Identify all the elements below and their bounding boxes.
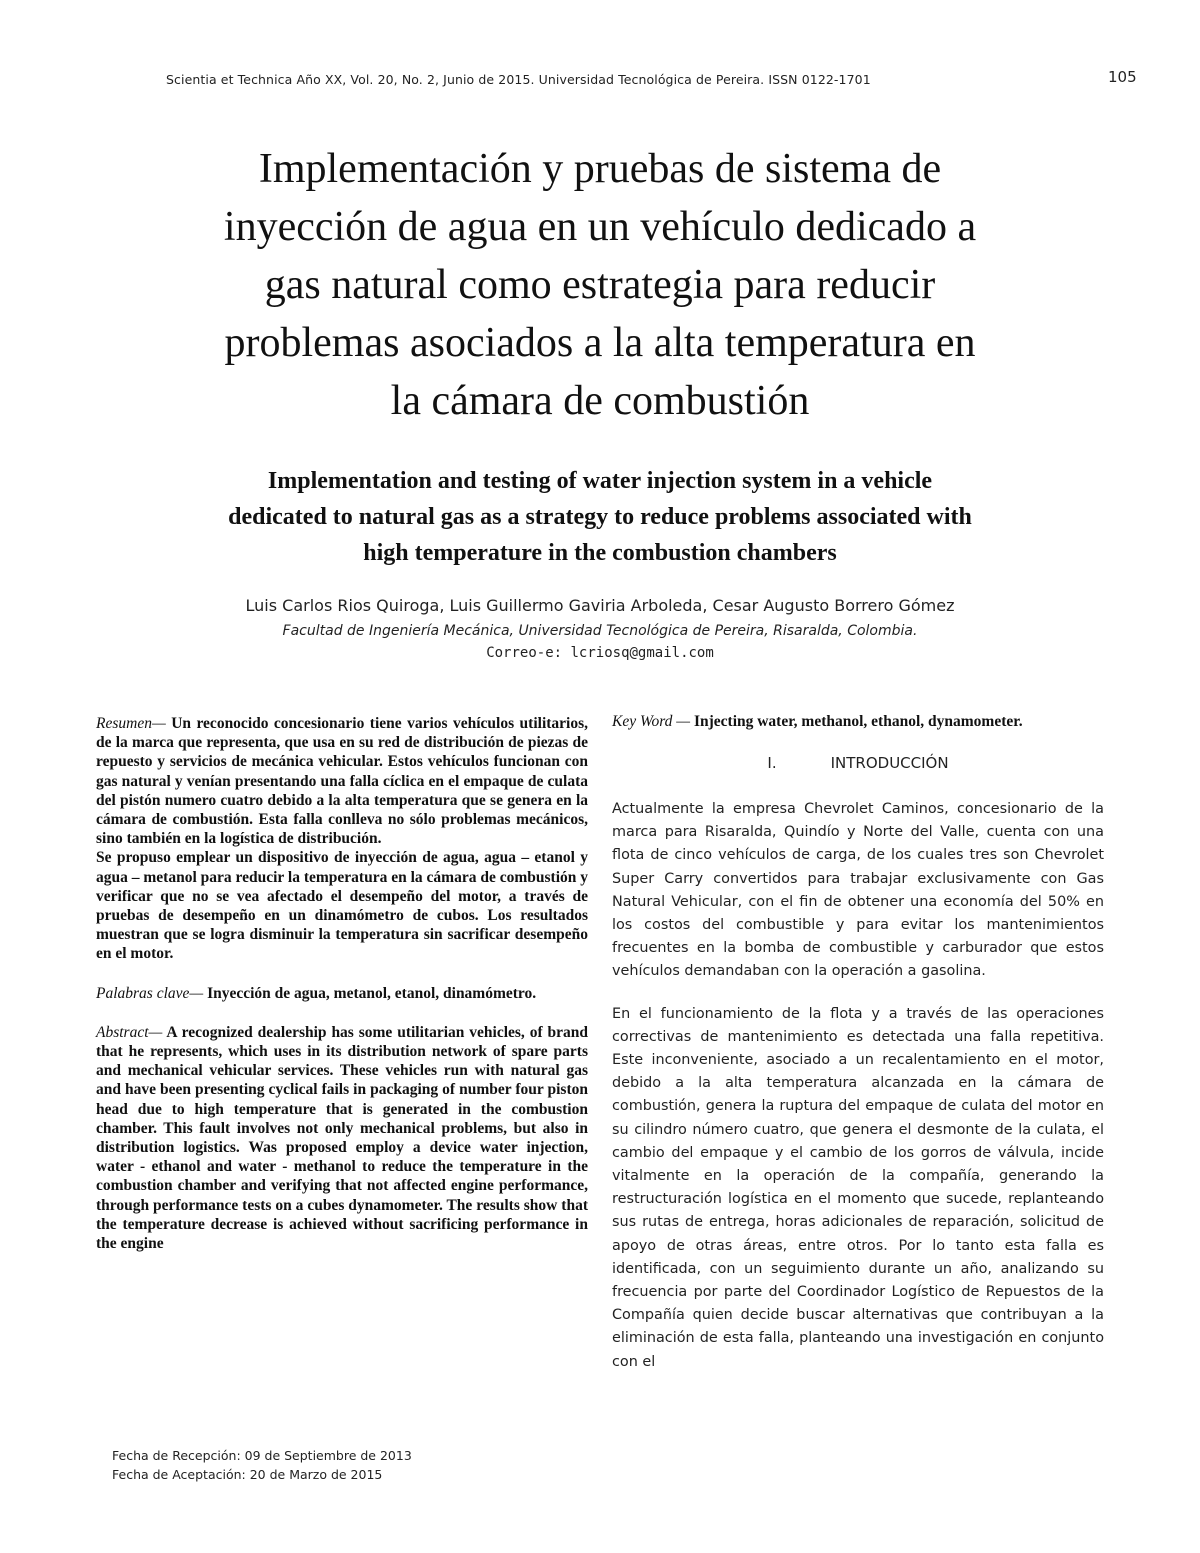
resumen-paragraph-2: Se propuso emplear un dispositivo de inyección de agua, agua – etanol y agua – metanol para reducir la temperatura en la cámara de combustión y verificar que no se vea afectado el desempeño del motor, a través de pruebas de desempeño en un dinamómetro de cubos. Los resultados muestran que se logra disminuir la temperatura sin sacrificar desempeño en el motor. <box>96 849 588 963</box>
intro-paragraph-2: En el funcionamiento de la flota y a través de las operaciones correctivas de mantenimiento es detectada una falla repetitiva. Este inconveniente, asociado a un recalentamiento en el motor, debido a la alta temperatura alcanzada en la cámara de combustión, genera la ruptura del empaque de culata del motor en su cilindro número cuatro, que genera el desmonte de la culata, el cambio del empaque y el cambio de los gorros de válvula, incide vitalmente en la operación de la compañía, generando la restructuración logística en el momento que sucede, replanteando sus rutas de entrega, horas adicionales de reparación, solicitud de apoyo de otras áreas, entre otros. Por lo tanto esta falla es identificada, con un seguimiento durante un año, analizando su frecuencia por parte del Coordinador Logístico de Repuestos de la Compañía quien decide buscar alternativas que contribuyan a la eliminación de esta falla, planteando una investigación en conjunto con el <box>612 1005 1104 1370</box>
key-words <box>612 712 1104 732</box>
spanish-title-line: problemas asociados a la alta temperatura en <box>224 320 976 366</box>
key-word-text: Injecting water, methanol, ethanol, dynamometer. <box>693 713 1023 730</box>
english-title-line: high temperature in the combustion chambers <box>363 540 837 566</box>
palabras-clave-label: Palabras clave— <box>96 984 204 1002</box>
resumen-paragraph <box>96 714 588 848</box>
palabras-clave-text: Inyección de agua, metanol, etanol, dinamómetro. <box>207 984 537 1002</box>
abstract-paragraph <box>96 1023 588 1253</box>
abstract-text: A recognized dealership has some utilitarian vehicles, of brand that he represents, which uses in its distribution network of spare parts and mechanical vehicular services. These vehicles run with natural gas and have been presenting cyclical fails in packaging of number four piston head due to high temperature that is generated in the combustion chamber. This fault involves not only mechanical problems, but also in distribution logistics. Was proposed employ a device water injection, water - ethanol and water - methanol to reduce the temperature in the combustion chamber and verifying that not affected engine performance, through performance tests on a cubes dynamometer. The results show that the temperature decrease is achieved without sacrificing performance in the engine <box>96 1023 588 1253</box>
article-dates <box>112 1446 412 1484</box>
resumen-label: Resumen— <box>96 715 166 732</box>
left-column <box>96 714 588 1253</box>
english-title <box>150 463 1050 571</box>
right-column <box>612 712 1104 1374</box>
palabras-clave <box>96 984 588 1003</box>
intro-paragraph-1: Actualmente la empresa Chevrolet Caminos, concesionario de la marca para Risaralda, Quindío y Norte del Valle, cuenta con una flota de cinco vehículos de carga, de los cuales tres son Chevrolet Super Carry convertidos para trabajar exclusivamente con Gas Natural Vehicular, con el fin de obtener una economía del 50% en los costos del combustible y para evitar los mantenimientos frecuentes en la bomba de combustible y carburador que estos vehículos demandaban con la operación a gasolina. <box>612 801 1104 980</box>
contact-email: Correo-e: lcriosq@gmail.com <box>486 645 714 661</box>
spanish-title-line: inyección de agua en un vehículo dedicado a <box>223 204 977 250</box>
resumen-text: Un reconocido concesionario tiene varios vehículos utilitarios, de la marca que representa, que usa en su red de distribución de piezas de repuesto y servicios de mecánica vehicular. Estos vehículos funcionan con gas natural y venían presentando una falla cíclica en el empaque de culata del pistón numero cuatro debido a la alta temperatura que se genera en la cámara de combustión. Esta falla conlleva no sólo problemas mecánicos, sino también en la logística de distribución. <box>96 715 589 848</box>
english-title-line: Implementation and testing of water injection system in a vehicle <box>267 468 933 494</box>
spanish-title-line: la cámara de combustión <box>390 378 810 424</box>
section-heading <box>612 754 1104 772</box>
section-number: I. <box>767 754 777 772</box>
spanish-title-line: gas natural como estrategia para reducir <box>264 262 936 308</box>
author-list: Luis Carlos Rios Quiroga, Luis Guillermo Gaviria Arboleda, Cesar Augusto Borrero Gómez <box>245 596 955 615</box>
affiliation: Facultad de Ingeniería Mecánica, Universidad Tecnológica de Pereira, Risaralda, Colombia. <box>282 623 918 639</box>
reception-date: Fecha de Recepción: 09 de Septiembre de 2013 <box>112 1448 412 1463</box>
section-title: INTRODUCCIÓN <box>830 754 949 772</box>
page-number: 105 <box>1108 68 1137 86</box>
english-title-line: dedicated to natural gas as a strategy to reduce problems associated with <box>228 504 972 530</box>
abstract-label: Abstract— <box>96 1023 163 1041</box>
key-word-label: Key Word — <box>612 713 691 730</box>
spanish-title <box>100 140 1100 430</box>
spanish-title-line: Implementación y pruebas de sistema de <box>258 146 942 192</box>
journal-running-head: Scientia et Technica Año XX, Vol. 20, No. 2, Junio de 2015. Universidad Tecnológica de Pereira. ISSN 0122-1701 <box>166 72 871 87</box>
acceptance-date: Fecha de Aceptación: 20 de Marzo de 2015 <box>112 1467 383 1482</box>
